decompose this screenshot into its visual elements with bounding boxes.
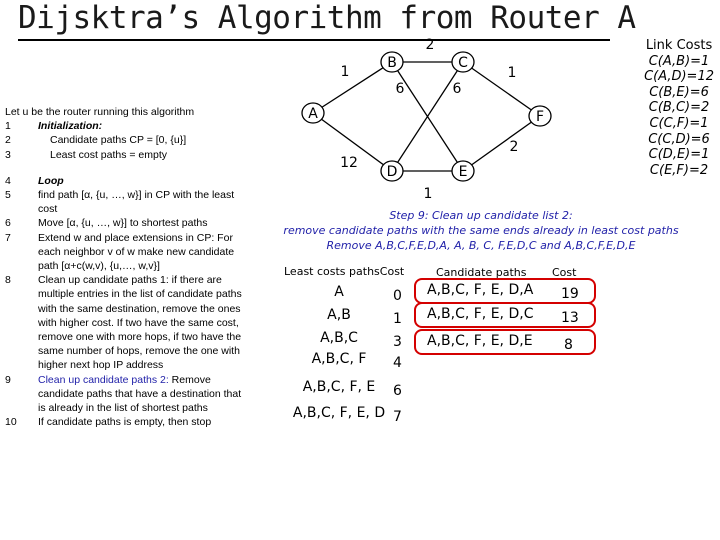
link-cost-item: C(C,F)=1 [649,115,709,131]
line-text: If candidate paths is empty, then stop [38,416,212,429]
candidate-cost-header: Cost [552,266,577,279]
line-number: 3 [5,148,11,161]
line-text: with higher cost. If two have the same cost, [38,316,239,329]
least-cost-value: 0 [393,288,402,304]
algorithm-line [5,202,242,216]
algorithm-line [5,344,242,358]
line-text: find path [α, {u, …, w}] in CP with the least [38,189,235,202]
edge-e-f [463,116,540,171]
edge-weight-a-b: 1 [340,64,350,80]
algorithm-line [5,415,242,429]
edge-weight-e-f: 2 [509,139,519,155]
least-cost-path: A,B,C, F, E, D [292,405,386,421]
least-cost-value: 7 [393,409,402,425]
line-number: 1 [5,120,11,133]
candidate-path: A,B,C, F, E, D,A [427,282,534,298]
least-cost-value: 3 [393,334,402,350]
least-cost-path: A,B [327,307,351,323]
line-text: Least cost paths = empty [50,148,168,161]
candidate-cost: 13 [561,310,579,326]
algorithm-line [5,188,242,202]
least-cost-path: A,B,C, F [311,351,367,367]
least-cost-header [284,265,404,278]
link-cost-item: C(C,D)=6 [648,131,710,147]
line-number: 7 [5,231,11,244]
line-text: is already in the list of shortest paths [38,402,208,415]
link-cost-item: C(B,E)=6 [649,84,709,100]
edge-weight-b-e: 6 [395,81,405,97]
edge-c-f [463,62,540,116]
algorithm-lines [5,119,242,429]
node-label: B [387,55,397,71]
algorithm-line [5,216,242,230]
link-costs-header: Link Costs [645,38,713,53]
candidate-path: A,B,C, F, E, D,E [427,333,533,349]
step-line: remove candidate paths with the same ends already in least cost paths [283,224,679,237]
algorithm-line [5,287,242,301]
algorithm-line [5,302,242,316]
line-text: Clean up candidate paths 1: if there are [38,274,222,287]
edge-weight-b-c: 2 [425,37,435,53]
algorithm-line [5,174,242,188]
edge-weight-a-d: 12 [340,155,358,171]
line-number: 2 [5,134,11,147]
page-title: Dijsktra’s Algorithm from Router A [18,0,636,36]
line-text: higher next hop IP address [38,359,164,372]
link-cost-item: C(D,E)=1 [648,147,710,163]
line-text: Move [α, {u, …, w}] to shortest paths [38,217,208,230]
line-number: 8 [5,274,11,287]
algorithm-line [5,273,242,287]
line-number: 9 [5,373,11,386]
step-description [282,208,680,253]
node-label: A [308,106,318,122]
link-cost-item: C(A,B)=1 [648,53,710,69]
edge-weight-d-e: 1 [423,186,433,202]
algorithm-line [5,358,242,372]
candidate-cost: 8 [564,337,573,353]
line-text: candidate paths that have a destination that [38,387,242,400]
algorithm-line [5,259,242,273]
candidate-cost: 19 [561,286,579,302]
line-text: with the same destination, remove the ones [38,302,241,315]
algorithm-line [5,401,242,415]
node-d [381,161,403,181]
candidate-path: A,B,C, F, E, D,C [427,306,534,322]
node-a [302,103,324,123]
algorithm-line [5,119,242,133]
algorithm-line [5,316,242,330]
least-cost-path: A [334,284,344,300]
least-cost-value: 4 [393,355,402,371]
node-label: F [535,109,545,125]
link-cost-item: C(E,F)=2 [649,162,709,178]
candidate-paths-header: Candidate paths [436,266,527,279]
algorithm-line [5,133,242,147]
edge-a-b [313,62,392,113]
line-text: Clean up candidate paths 2: Remove [38,373,211,386]
node-label: D [386,164,398,180]
node-c [452,52,474,72]
least-cost-value: 1 [393,311,402,327]
line-text: each neighbor v of w make new candidate [38,245,235,258]
line-text: same number of hops, remove the one with [38,345,240,358]
algorithm-line [5,330,242,344]
edge-weight-c-d: 6 [452,81,462,97]
line-number: 4 [5,174,11,187]
algorithm-intro: Let u be the router running this algorithm [5,106,195,118]
link-cost-item: C(A,D)=12 [644,69,714,85]
algorithm-line [5,245,242,259]
node-label: C [458,55,468,71]
algorithm-line [5,148,242,162]
line-text: remove one with more hops, if two have the [38,331,242,344]
node-label: E [458,164,468,180]
step-line: Remove A,B,C,F,E,D,A, A, B, C, F,E,D,C and A,B,C,F,E,D,E [326,239,636,252]
step-title: Step 9: Clean up candidate list 2: [389,209,573,222]
least-cost-path: A,B,C [320,330,358,346]
link-cost-item: C(B,C)=2 [648,100,710,116]
least-cost-path: A,B,C, F, E [302,379,376,395]
line-number: 5 [5,189,11,202]
line-text: multiple entries in the list of candidate paths [38,288,242,301]
line-text: path [α+c(w,v), {u,…, w,v}] [38,260,160,273]
node-e [452,161,474,181]
least-cost-header-path: Least costs paths [284,265,380,278]
algorithm-line [5,373,242,387]
line-text: Loop [38,174,64,187]
line-text: cost [38,203,58,216]
line-number: 10 [5,416,17,429]
line-text: Initialization: [38,120,103,133]
line-number: 6 [5,217,11,230]
algorithm-line [5,162,242,174]
least-cost-value: 6 [393,383,402,399]
line-text: Extend w and place extensions in CP: For [38,231,233,244]
least-cost-header-cost: Cost [379,265,405,278]
algorithm-line [5,387,242,401]
node-b [381,52,403,72]
node-f [529,106,551,126]
edge-weight-c-f: 1 [507,65,517,81]
algorithm-line [5,231,242,245]
algorithm-pseudocode [5,105,242,429]
line-text: Candidate paths CP = [0, {u}] [50,134,187,147]
